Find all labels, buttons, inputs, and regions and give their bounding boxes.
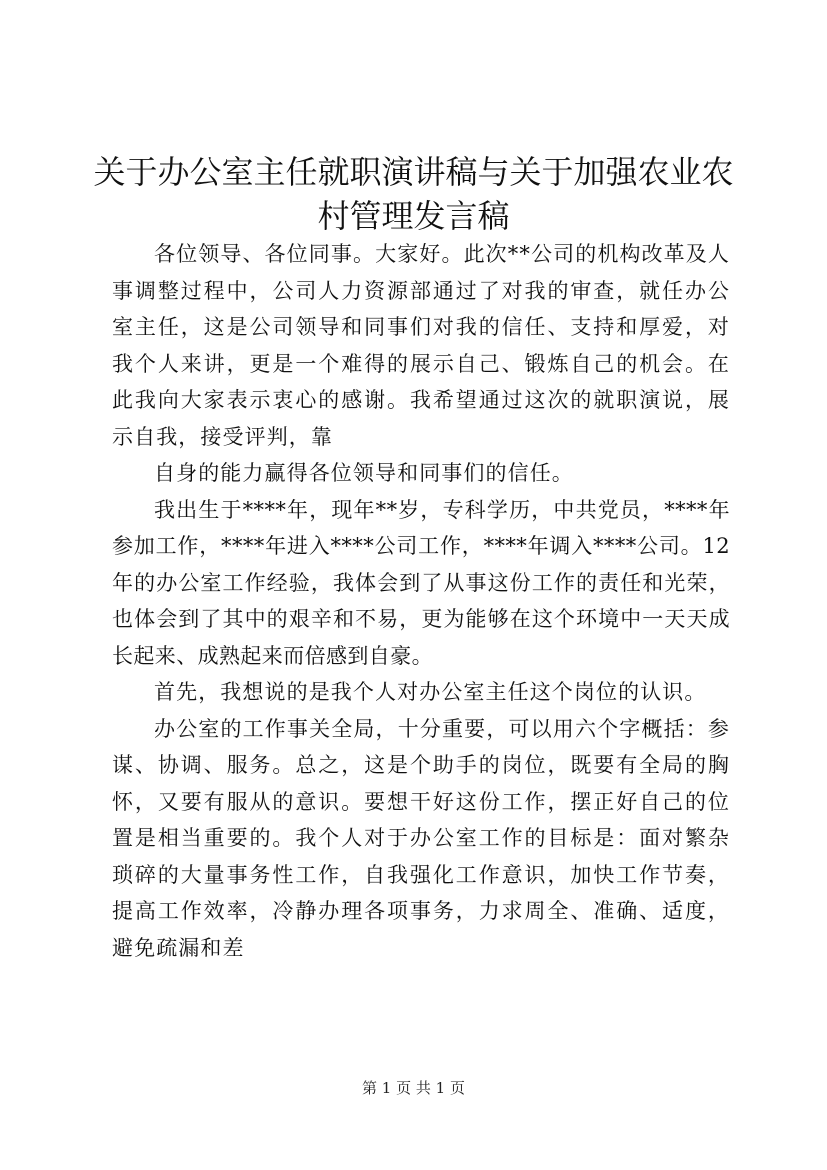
title-line-2: 村管理发言稿 [317, 197, 510, 235]
document-body [112, 236, 730, 966]
paragraph-2: 自身的能力赢得各位领导和同事们的信任。 [154, 461, 574, 485]
title-line-1: 关于办公室主任就职演讲稿与关于加强农业农 [93, 153, 734, 191]
document-title [90, 150, 737, 238]
paragraph-4: 首先，我想说的是我个人对办公室主任这个岗位的认识。 [154, 680, 707, 704]
page-footer: 第 1 页 共 1 页 [362, 1079, 465, 1097]
paragraph-3: 我出生于****年，现年**岁，专科学历，中共党员，****年参加工作，****年进入****公司工作，****年调入****公司。12年的办公室工作经验，我体会到了从事这份工作的责任和光荣，也体会到了其中的艰辛和不易，更为能够在这个环境中一天天成长起来、成熟起来而倍感到自豪。 [112, 497, 730, 668]
paragraph-1: 各位领导、各位同事。大家好。此次**公司的机构改革及人事调整过程中，公司人力资源部通过了对我的审查，就任办公室主任，这是公司领导和同事们对我的信任、支持和厚爱，对我个人来讲，更是一个难得的展示自己、锻炼自己的机会。在此我向大家表示衷心的感谢。我希望通过这次的就职演说，展示自我，接受评判，靠 [112, 242, 730, 449]
paragraph-5: 办公室的工作事关全局，十分重要，可以用六个字概括：参谋、协调、服务。总之，这是个助手的岗位，既要有全局的胸怀，又要有服从的意识。要想干好这份工作，摆正好自己的位置是相当重要的。我个人对于办公室工作的目标是：面对繁杂琐碎的大量事务性工作，自我强化工作意识，加快工作节奏，提高工作效率，冷静办理各项事务，力求周全、准确、适度，避免疏漏和差 [112, 716, 730, 960]
